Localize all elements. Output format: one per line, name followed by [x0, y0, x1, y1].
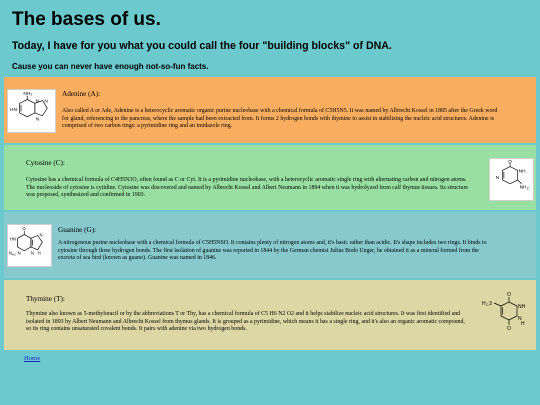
svg-text:NH: NH [519, 185, 527, 191]
cytosine-section [4, 145, 536, 210]
svg-text:O: O [508, 159, 512, 165]
svg-text:O: O [507, 292, 511, 298]
svg-text:O: O [22, 225, 26, 231]
thymine-section [4, 280, 536, 350]
svg-text:H: H [482, 301, 486, 307]
page-tagline: Cause you can never have enough not-so-fun facts. [12, 62, 209, 71]
svg-text:H: H [521, 321, 525, 327]
home-link[interactable]: Home [24, 355, 41, 362]
svg-text:N: N [30, 250, 34, 256]
svg-text:H: H [37, 250, 41, 256]
svg-text:N: N [35, 99, 40, 105]
cytosine-structure-icon [489, 158, 534, 201]
svg-text:N: N [44, 99, 48, 105]
svg-text:N: N [9, 250, 13, 256]
svg-text:N: N [495, 176, 500, 182]
adenine-title: Adenine (A): [62, 90, 101, 98]
page-heading: The bases of us. [12, 9, 161, 30]
adenine-structure-icon [7, 89, 56, 133]
svg-text:NH: NH [518, 169, 526, 175]
adenine-description: Also called A or Ade, Adenine is a heterocyclic aromatic organic purine nucleobase with a chemical formula of C5H5N5. It was named by Albrecht Kossel in 1885 after the Greek word for gland, referencing to the pancreas, where the sample had been extracted from. It forms 2 hydrogen bonds with thymine to assist in stabilizing the nucleic acid structures. Adenine is comprised of two carbon rings: a pyrimidine ring and an imidazole ring. [62, 108, 498, 130]
guanine-title: Guanine (G): [58, 226, 97, 234]
page-subheading: Today, I have for you what you could call the four "building blocks" of DNA. [12, 40, 392, 52]
adenine-section [4, 77, 536, 143]
guanine-section [4, 212, 536, 278]
svg-text:3: 3 [489, 301, 492, 307]
svg-text:C: C [486, 303, 489, 307]
svg-text:O: O [507, 326, 511, 332]
cytosine-description: Cytosine has a chemical formula of C4H5N3O, often found as C or Cyt. It is a pyrimidine nucleobase, with a heterocyclic aromatic single ring with alternating carbon and nitrogen atoms. The nucleoside of cytosine is cytidine. Cytosine was discovered and named by Albrecht Kossel and Albert Neumann in 1894 when it was hydrolyzed from calf thymus tissues. Its structure was proposed, synthesized and confirmed in 1903. [26, 177, 469, 199]
svg-text:NH: NH [23, 91, 31, 97]
svg-text:N: N [17, 250, 21, 256]
svg-text:2: 2 [30, 92, 33, 97]
svg-text:H: H [11, 252, 14, 257]
thymine-description: Thymine also known as 5-methyluracil or by the abbreviations T or Thy, has a chemical formula of C5 H6 N2 O2 and it helps stabilize nucleic acid structures. It was first identified and isolated in 1893 by Albert Neumann and Albrecht Kossel from thymus glands. It is grouped as a pyrimidine, which means it has a single ring, and it's also an organic aromatic compound, so its ring contains unsaturated covalent bonds. It pairs with adenine via two hydrogen bonds. [26, 311, 465, 333]
svg-text:N: N [39, 232, 43, 238]
cytosine-title: Cytosine (C): [26, 159, 65, 167]
svg-text:N: N [518, 316, 522, 322]
svg-text:NH: NH [518, 304, 526, 310]
thymine-structure-icon [480, 288, 536, 346]
svg-text:2: 2 [526, 186, 529, 191]
thymine-title: Thymine (T): [26, 295, 65, 303]
svg-text:HN: HN [10, 108, 17, 113]
svg-text:HN: HN [9, 236, 17, 242]
svg-text:2: 2 [14, 252, 16, 257]
svg-text:N: N [35, 117, 40, 123]
guanine-description: A nitrogenous purine nucleobase with a chemical formula of C5H5NSO. It contains plenty of nitrogen atoms and, it's basic rather than acidic. It's shape includes two rings. It binds to cytosine through three hydrogen bonds. The first isolation of guanine was reported in 1844 by the German chemist Julius Bodo Unger, he obtained it as a mineral formed from the excreta of sea bird (known as guano). Guanine was named in 1846. [58, 240, 487, 262]
guanine-structure-icon [7, 224, 52, 267]
